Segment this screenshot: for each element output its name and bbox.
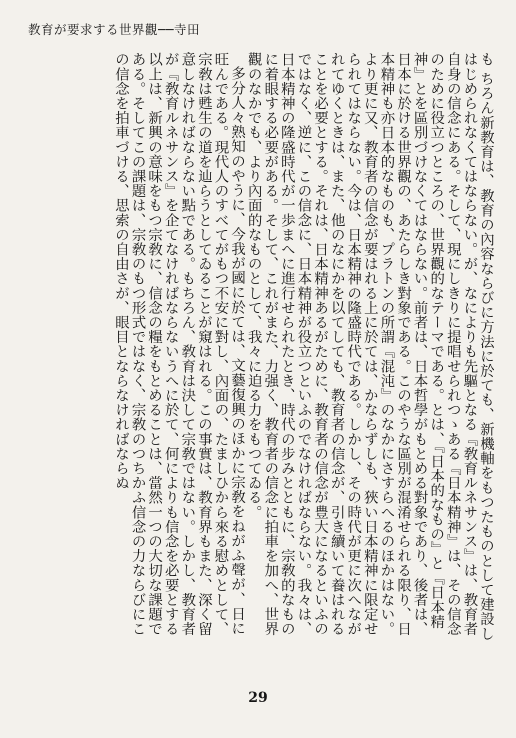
paragraph-1: も ちろん新教育は、教育の內容ならびに方法に於ても、新機軸をもつたものとして建設しはじめられなくてはならない。が、なによりも先驅となる『敎育ルネサンス』は、教育者自身の信念にある。そして、現にしきりに提唱せられつゝある『日本精神』は、その信念のために役立つところの、世界觀的なテーマである。とは、『日本的なもの』と『日本精神』とを區別づけなくてはならない。前者は、日本哲學がもとめる對象であり、後者は、日本に於ける世界觀の、あたらしき對象である。このやうな區別が混淆せられる限り、日本精神も亦日本的なものも、プラトンの所謂『混沌』のなかにさすらへるのほかはない。より更に又、教育者の信念が要はれる上に於ては、かならずしも、狹い日本精神に限定せられてはならない。今は、日本精神の隆盛時代である。しかし、その時代が更に次へながれてゆくときは、また、他のなにかを以てしても、教育者の信念が、引き續いて養はれることを必要とする。それは、日本精神あるがために、教育者の信念が豊大になるといふのではなく、逆に、この信念に、日本精神が役立つといふのでなければならない。我々は、日本精神の隆盛時代が一歩まへに進行せられたとき、時代の步みとともに、宗敎的なものに着眼する必要がある。そして、これがまた、力强く、教育者の信念に拍車を加へ、世界觀のなかでも、より內面的なものとして、我々に迫る力をもつてゐる。 bbox=[245, 52, 494, 641]
paragraph-2: 多分人々熟知のやうに、今我が國に於ては、文藝復興のほかに宗敎をねがふ聲が、日に旺んである。現代人のすべてがもつ不安に對し、內面の、たましひから來る慰めとして、宗敎は甦生の道を辿らうとしてゐることが窺はれる。この事實は、教育界もまた、深く留意しなければならない點である。もちろん、敎育は決して宗敎ではない。しかし、教育者が『敎育ルネサンス』を企てなければならないうへに於て、何によりも信念を必要とする以上は、新興の意味をもつ宗敎に、信念の糧をもとめることは、當然一つの大切な課題である。そしてこの課題は、宗敎のもつ形式ではなく、宗敎のつちかふ信念の力ならびにこの信念を拍車づける、思索の自由さが、眼目とならなければならぬ bbox=[112, 52, 246, 636]
page-number: 29 bbox=[248, 690, 268, 706]
running-header: 教育が要求する世界觀──寺田 bbox=[28, 22, 201, 37]
vertical-text-body bbox=[24, 52, 494, 642]
